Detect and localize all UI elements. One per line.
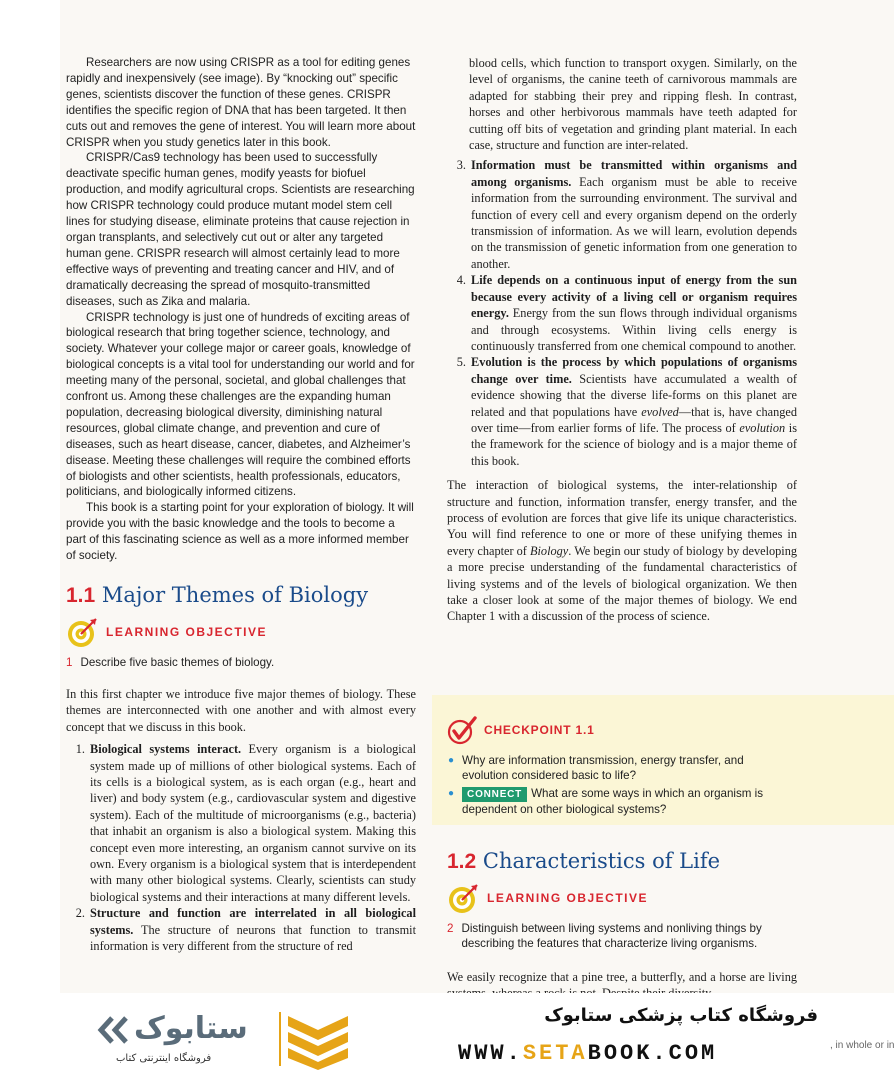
store-logo-subtitle: فروشگاه اینترنتی کتاب [116,1053,212,1064]
url-highlight: SETA [522,1041,588,1066]
learning-objective-label: LEARNING OBJECTIVE [487,891,649,905]
theme-text: Energy from the sun flows through individual organisms and through ecosystems. Within living cells energy is continuously transferred from one chemical compound to another. [471,306,797,353]
target-icon [66,615,100,649]
url-prefix: WWW. [458,1041,523,1066]
theme-text: Every organism is a biological system made up of millions of other biological systems. Each of its cells is a biological system, as is each organ (e.g., heart and liver) and body system (e.g., cardiovascular system and digestive system). Each of the multitude of microorganisms (e.g., bacteria) that inhabit an organism is also a biological system. Making this concept even more interesting, an organism cannot survive on its own. Every organism is a biological system that is interdependent with many other biological systems. Clearly, scientists can study biological systems and their interactions at many different levels. [90,742,416,904]
learning-objective-header [447,881,797,915]
store-footer [0,993,894,1080]
theme-text: The structure of neurons that function to transmit information is very different from the structure of red [90,922,416,954]
theme-item [469,354,797,469]
checkpoint-question [448,753,788,783]
theme-item [88,741,416,905]
section-number: 1.1 [66,584,96,607]
theme-text: Each organism must be able to receive information from the surrounding environment. The survival and function of every cell and every organism depend on the orderly transmission of information. As we will learn, evolution depends on the transmission of genetic information from one generation to another. [471,174,797,271]
book-logo-icon [278,1008,358,1070]
section-heading-text: Major Themes of Biology [101,583,369,607]
left-column [66,55,416,955]
theme-title: Evolution is the process by which populations of organisms change over time. [471,355,797,386]
question-text: What are some ways in which an organism is dependent on other biological systems? [462,787,764,816]
italic-term: evolved [641,404,679,419]
summary-text: . We begin our study of biology by developing a more precise understanding of the fundamental characteristics of living systems and of the levels of biological organization. We then take a closer look at some of the major themes of biology. We end Chapter 1 with a discussion of the process of science. [447,543,797,624]
checkpoint-box [432,695,894,825]
checkpoint-header [448,715,788,745]
intro-paragraph: CRISPR/Cas9 technology has been used to successfully deactivate specific human genes, modify yeasts for biofuel production, and modify agricultural crops. Scientists are researching how CRISPR technology could produce mutant model stem cell lines for studying disease, eliminate proteins that cause rejection in organ transplants, and selectively cut out or alter any targeted human gene. CRISPR research will almost certainly lead to more effective ways of preventing and treating cancer and HIV, and of dramatically decreasing the spread of mosquito-transmitted diseases, such as Zika and malaria. [66,151,415,308]
italic-term: evolution [739,420,786,435]
store-name: فروشگاه کتاب پزشکی ستابوک [544,1005,818,1026]
intro-paragraph: Researchers are now using CRISPR as a tool for editing genes rapidly and inexpensively (see image). By “knocking out” specific genes, scientists discover the function of these genes. CRISPR identifies the specific region of DNA that has been targeted. It then cuts out and removes the gene of interest. You will learn more about CRISPR when you study genetics later in this book. [66,56,416,149]
checkpoint-label: CHECKPOINT 1.1 [484,723,595,737]
theme-item [88,905,416,954]
section-title [66,582,416,609]
section-number: 1.2 [447,850,477,873]
theme-title: Biological systems interact. [90,742,242,757]
url-suffix: BOOK.COM [587,1041,718,1066]
theme-text: is the framework for the science of biology and is a major theme of this book. [471,420,797,468]
objective-number: 2 [447,922,454,935]
cropped-copyright-note: , in whole or in [830,1040,894,1051]
intro-text [66,55,416,564]
chevrons-icon [96,1015,132,1045]
theme-title: Structure and function are interrelated in all biological systems. [90,906,416,937]
learning-objective-item [66,655,416,670]
theme-continuation: blood cells, which function to transport oxygen. Similarly, on the level of organisms, the canine teeth of carnivorous mammals are adapted for stabbing their prey and ripping flesh. In contrast, horses and other herbivorous mammals have teeth adapted for cutting off bits of vegetation and grinding plant material. In each case, structure and function are inter-related. [469,56,797,153]
objective-number: 1 [66,656,73,669]
objective-text: Describe five basic themes of biology. [80,656,275,669]
section-summary [447,477,797,625]
objective-text: Distinguish between living systems and nonliving things by describing the features that characterize living organisms. [461,922,762,950]
theme-item [469,157,797,272]
book-title: Biology [530,543,569,558]
connect-badge: CONNECT [462,787,527,802]
learning-objective-label: LEARNING OBJECTIVE [106,625,268,639]
bullet-icon: ● [448,788,455,799]
question-text: Why are information transmission, energy transfer, and evolution considered basic to life? [462,754,744,782]
checkpoint-content [448,715,788,820]
section-heading-text: Characteristics of Life [482,849,721,873]
theme-title: Life depends on a continuous input of energy from the sun because every activity of a living cell or organism requires energy. [471,273,797,321]
checkpoint-questions [448,753,788,817]
theme-item [469,272,797,354]
theme-text: Scientists have accumulated a wealth of evidence showing that the diverse life-forms on this planet are related and that populations have [471,371,797,419]
section-title [447,848,797,875]
right-column [447,55,797,625]
section-body: We easily recognize that a pine tree, a butterfly, and a horse are living [447,970,797,984]
themes-list [66,741,416,954]
learning-objective-header [66,615,416,649]
section-2 [447,848,797,1002]
bullet-icon: ● [448,755,455,766]
target-icon [447,881,481,915]
themes-list-continued [447,157,797,469]
theme-title: Information must be transmitted within organisms and among organisms. [471,158,797,189]
theme-text: —that is, have changed over time—from earlier forms of life. The process of [471,404,797,435]
checkpoint-question [448,786,788,817]
section-intro: In this first chapter we introduce five major themes of biology. These themes are interconnected with one another and with almost every concept that we discuss in this book. [66,687,416,734]
intro-paragraph: CRISPR technology is just one of hundreds of exciting areas of biological research that bring together science, technology, and society. Whatever your college major or career goals, knowledge of biological concepts is a vital tool for understanding our world and for meeting many of the personal, societal, and global challenges that confront us. Among these challenges are the expanding human population, decreasing biological diversity, diminishing natural resources, global climate change, and prevention and cure of diseases, such as heart disease, cancer, diabetes, and Alzheimer’s disease. Meeting these challenges will require the combined efforts of biologists and other scientists, health professionals, educators, politicians, and biologically informed citizens. [66,310,415,499]
textbook-page [60,0,894,993]
learning-objective-item [447,921,797,951]
checkmark-icon [448,715,478,745]
summary-text: The interaction of biological systems, the inter-relationship of structure and function, information transfer, energy transfer, and the process of evolution are forces that give life its unique characteristics. You will find reference to one or more of these unifying themes in every chapter of [447,478,797,558]
intro-paragraph: This book is a starting point for your exploration of biology. It will provide you with the basic knowledge and the tools to become a part of this fascinating science as well as a more informed member of society. [66,501,414,563]
store-logo-text: ستابوک [134,1011,248,1046]
store-url [458,1041,828,1066]
